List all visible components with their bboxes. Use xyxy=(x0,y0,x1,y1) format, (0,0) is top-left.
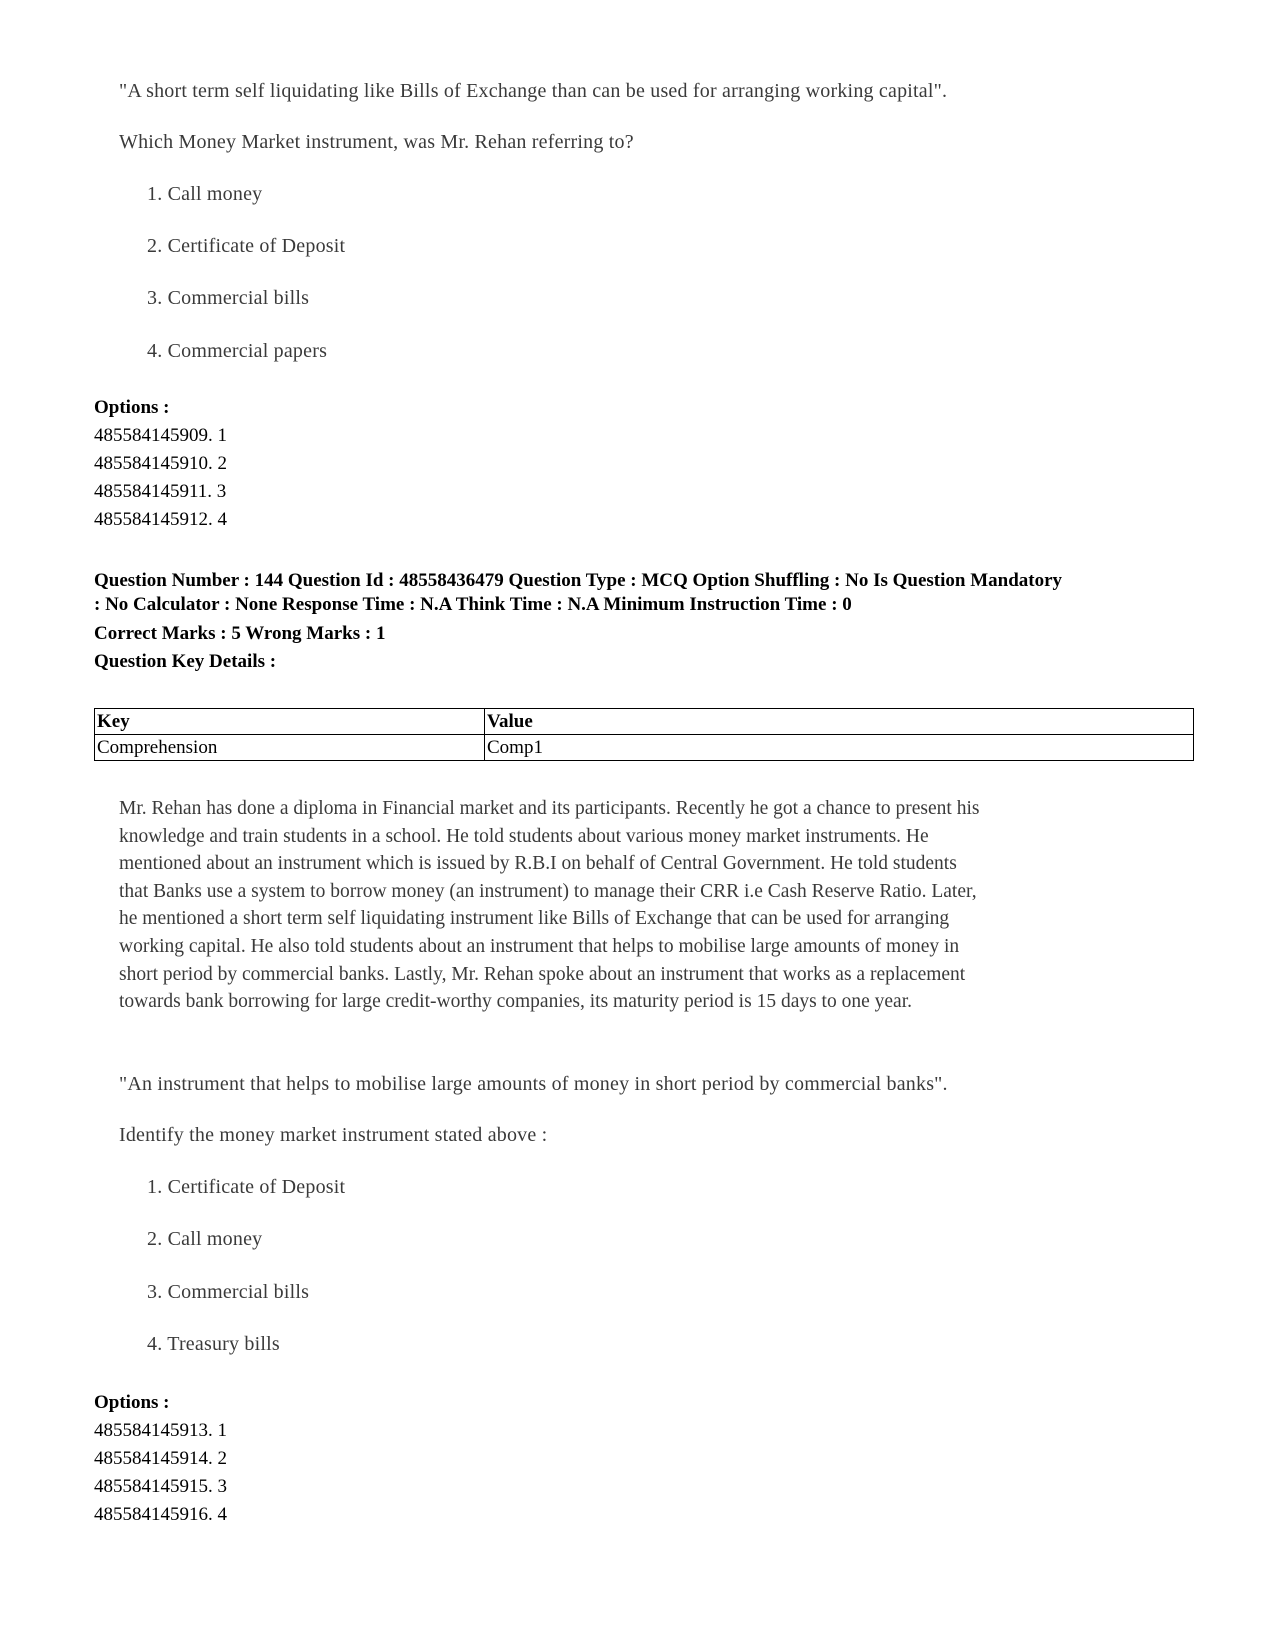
q144-option: 485584145916. 4 xyxy=(94,1504,227,1525)
passage-line: he mentioned a short term self liquidating instrument like Bills of Exchange that can be used for arranging xyxy=(119,908,950,930)
q143-options-label: Options : xyxy=(94,397,170,418)
q143-choice: 4. Commercial papers xyxy=(147,340,328,362)
q143-question: Which Money Market instrument, was Mr. Rehan referring to? xyxy=(119,131,634,153)
passage-line: knowledge and train students in a school. He told students about various money market instruments. He xyxy=(119,825,929,847)
passage-line: towards bank borrowing for large credit-worthy companies, its maturity period is 15 days to one year. xyxy=(119,991,912,1013)
q144-meta-line2: : No Calculator : None Response Time : N.A Think Time : N.A Minimum Instruction Time : 0 xyxy=(94,594,852,615)
table-cell-key: Comprehension xyxy=(95,735,485,761)
q144-passage xyxy=(119,795,1179,1016)
passage-line: that Banks use a system to borrow money (an instrument) to manage their CRR i.e Cash Reserve Ratio. Later, xyxy=(119,880,977,902)
q143-option: 485584145911. 3 xyxy=(94,481,227,502)
passage-line: Mr. Rehan has done a diploma in Financial market and its participants. Recently he got a chance to present his xyxy=(119,798,980,819)
q144-choice: 4. Treasury bills xyxy=(147,1333,280,1355)
q144-options-label: Options : xyxy=(94,1392,170,1413)
q144-marks: Correct Marks : 5 Wrong Marks : 1 xyxy=(94,623,386,644)
q144-key-details-label: Question Key Details : xyxy=(94,651,277,672)
q144-choice: 3. Commercial bills xyxy=(147,1281,310,1303)
q144-question: Identify the money market instrument stated above : xyxy=(119,1124,548,1146)
q144-option: 485584145915. 3 xyxy=(94,1476,227,1497)
q144-choice: 2. Call money xyxy=(147,1228,263,1250)
table-row xyxy=(95,735,1194,761)
q143-quote: "A short term self liquidating like Bills of Exchange than can be used for arranging working capital". xyxy=(119,80,948,102)
q143-choice: 2. Certificate of Deposit xyxy=(147,235,346,257)
passage-line: working capital. He also told students about an instrument that helps to mobilise large amounts of money in xyxy=(119,935,960,957)
q144-key-table xyxy=(94,708,1194,761)
table-cell-value: Comp1 xyxy=(485,735,1194,761)
passage-line: mentioned about an instrument which is issued by R.B.I on behalf of Central Government. He told students xyxy=(119,853,957,875)
q143-choice: 3. Commercial bills xyxy=(147,287,310,309)
q144-meta-line1: Question Number : 144 Question Id : 48558436479 Question Type : MCQ Option Shuffling : No Is Question Mandatory xyxy=(94,570,1063,591)
q143-option: 485584145912. 4 xyxy=(94,509,227,530)
q144-option: 485584145914. 2 xyxy=(94,1448,227,1469)
q143-choice: 1. Call money xyxy=(147,183,263,205)
q144-option: 485584145913. 1 xyxy=(94,1420,227,1441)
q143-option: 485584145910. 2 xyxy=(94,453,227,474)
table-header-key: Key xyxy=(95,709,485,735)
q144-choice: 1. Certificate of Deposit xyxy=(147,1176,346,1198)
table-header-value: Value xyxy=(485,709,1194,735)
q143-option: 485584145909. 1 xyxy=(94,425,227,446)
q144-quote: "An instrument that helps to mobilise large amounts of money in short period by commercial banks". xyxy=(119,1073,948,1095)
table-header-row xyxy=(95,709,1194,735)
passage-line: short period by commercial banks. Lastly, Mr. Rehan spoke about an instrument that works as a replacement xyxy=(119,963,966,985)
